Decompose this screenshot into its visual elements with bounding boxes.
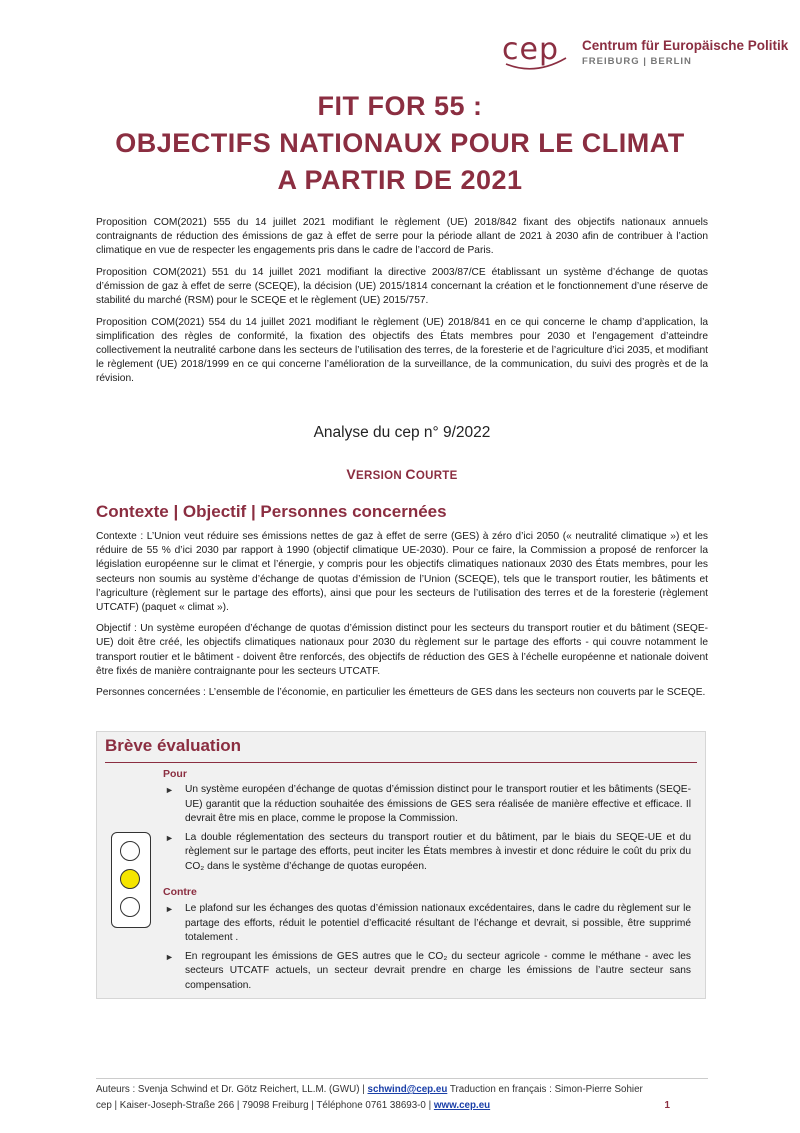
proposal-paragraph: Proposition COM(2021) 551 du 14 juillet 2021 modifiant la directive 2003/87/CE établissant un système d’échange de quotas d’émission de gaz à effet de serre (SCEQE), la décision (UE) 2015/1814 concernant la création et le fonctionnement d’une réserve de stabilité du marché (RSM) pour le SCEQE et le règlement (UE) 2015/757. (96, 267, 708, 306)
org-name: Centrum für Europäische Politik (582, 38, 789, 53)
contre-item-text: Le plafond sur les échanges des quotas d’émission nationaux excédentaires, dans le cadre du règlement sur le partage des efforts, réduit le potentiel d’efficacité résultant de l’échange et devrait, si possible, être supprimé totalement . (185, 903, 691, 943)
context-block (96, 530, 708, 707)
pour-item-text: Un système européen d’échange de quotas d’émission distinct pour le transport routier et les bâtiments (SEQE-UE) garantit que la réduction souhaitée des émissions de GES sera réalisée de manière effective et efficace. Il devrait être mis en place, comme le propose la Commission. (185, 784, 691, 824)
objectif-paragraph (96, 622, 708, 679)
pour-list (163, 783, 691, 878)
contexte-label: Contexte : (96, 531, 144, 542)
bullet-arrow-icon: ► (165, 785, 174, 795)
traffic-light-yellow-lamp (120, 869, 140, 889)
page-number: 1 (664, 1100, 670, 1111)
document-title (40, 88, 760, 199)
traffic-light-green-lamp (120, 897, 140, 917)
section-heading: Contexte | Objectif | Personnes concernées (96, 502, 447, 521)
footer-divider (96, 1078, 708, 1079)
contre-item (163, 950, 691, 994)
personnes-text: L’ensemble de l’économie, en particulier les émetteurs de GES dans les secteurs non couverts par le SCEQE. (205, 687, 706, 699)
analysis-number: Analyse du cep n° 9/2022 (313, 424, 491, 441)
title-line-2: OBJECTIFS NATIONAUX POUR LE CLIMAT (115, 128, 685, 158)
cep-logo-text: cep (502, 32, 559, 67)
contre-heading: Contre (163, 886, 197, 898)
contre-list (163, 902, 691, 997)
title-line-3: A PARTIR DE 2021 (277, 165, 523, 195)
bullet-arrow-icon: ► (165, 951, 174, 962)
personnes-paragraph (96, 686, 708, 700)
pour-item (163, 831, 691, 875)
cep-logo-mark (500, 28, 570, 72)
version-rest-v: ERSION (356, 470, 406, 482)
pour-item-text: La double réglementation des secteurs du transport routier et du bâtiment, par le biais du SEQE-UE et du règlement sur le partage des efforts, peut inciter les États membres à investir et donc réduire le coût du prix du CO₂ dans le système d’échange de quotas européen. (185, 831, 691, 872)
objectif-text: Un système européen d’échange de quotas d’émission distinct pour les secteurs du transport routier et du bâtiment (SEQE-UE) doit être créé, les objectifs climatiques nationaux pour 2030 du règlement sur le partage des efforts - qui couvre notamment le transport routier et le bâtiment - doivent être renforcés, des objectifs de réduction des GES à l’échelle européenne et nationale doivent être fixés de manière contraignante pour les secteurs UTCATF. (96, 623, 709, 677)
evaluation-title: Brève évaluation (105, 736, 242, 755)
pour-item (163, 783, 691, 827)
cep-logo (500, 28, 788, 72)
footer-website-link[interactable]: www.cep.eu (433, 1100, 491, 1111)
footer-translation: Traduction en français : Simon-Pierre Sohier (447, 1084, 643, 1095)
footer-authors: Auteurs : Svenja Schwind et Dr. Götz Reichert, LL.M. (GWU) | (96, 1084, 368, 1095)
proposal-paragraph: Proposition COM(2021) 554 du 14 juillet 2021 modifiant le règlement (UE) 2018/841 en ce qui concerne le champ d’application, la simplification des règles de conformité, la fixation des objectifs des États membres pour 2030 et l’engagement d’atteindre collectivement la neutralité carbone dans les secteurs de l’utilisation des terres, de la foresterie et de l’agriculture d’ici 2035, et modifiant le règlement (UE) 2018/1999 en ce qui concerne l’amélioration de la surveillance, de la communication, du suivi des progrès et de la révision. (96, 317, 708, 384)
personnes-label: Personnes concernées : (96, 687, 206, 699)
version-rest-c: OURTE (415, 470, 458, 482)
pour-heading: Pour (163, 768, 187, 780)
objectif-label: Objectif : (96, 623, 137, 635)
footer-address: cep | Kaiser-Joseph-Straße 266 | 79098 Freiburg | Téléphone 0761 38693-0 | (96, 1100, 434, 1111)
proposals-block (96, 216, 708, 394)
contre-item (163, 902, 691, 946)
footer-authors-line (96, 1082, 708, 1098)
footer-email-link[interactable]: schwind@cep.eu (367, 1084, 448, 1095)
contre-item-text: En regroupant les émissions de GES autres que le CO₂ du secteur agricole - comme le méthane - avec les secteurs UTCATF actuels, un secteur devrait prendre en charge les émissions de l’autre secteur sans compensation. (185, 950, 691, 991)
evaluation-box (96, 731, 706, 999)
footer-address-line (96, 1098, 708, 1114)
version-c: C (405, 466, 416, 482)
title-line-1: FIT FOR 55 : (317, 91, 483, 121)
traffic-light-icon (111, 832, 151, 928)
proposal-paragraph: Proposition COM(2021) 555 du 14 juillet 2021 modifiant le règlement (UE) 2018/842 fixant des objectifs nationaux annuels contraignants de réduction des émissions de gaz à effet de serre pour la période allant de 2021 à 2030 afin de contribuer à l’action climatique en vue de respecter les engagements pris dans le cadre de l’accord de Paris. (96, 217, 708, 256)
org-cities: FREIBURG | BERLIN (582, 56, 692, 67)
contexte-paragraph (96, 530, 708, 615)
bullet-arrow-icon: ► (165, 904, 174, 914)
footer (96, 1082, 708, 1114)
contexte-text: L’Union veut réduire ses émissions nettes de gaz à effet de serre (GES) à zéro d’ici 2050 (« neutralité climatique ») et les réduire de 55 % d’ici 2030 par rapport à 1990 (objectif climatique UE-2030). Pour ce faire, la Commission a proposé de renforcer la législation européenne sur le climat et l’énergie, y compris pour les objectifs climatiques nationaux 2030 des États membres, pour les secteurs non soumis au système d’échange de quotas d’émission de l’Union (SCEQE), tels que le transport routier, les bâtiments et l’agriculture (règlement sur le partage des efforts), ainsi que pour les secteurs de l’utilisation des terres et de la foresterie (règlement UTCATF) (paquet « climat »). (96, 531, 708, 614)
traffic-light-red-lamp (120, 841, 140, 861)
evaluation-divider (105, 762, 697, 763)
version-v: V (346, 466, 357, 482)
bullet-arrow-icon: ► (165, 832, 174, 843)
version-label (96, 466, 708, 482)
